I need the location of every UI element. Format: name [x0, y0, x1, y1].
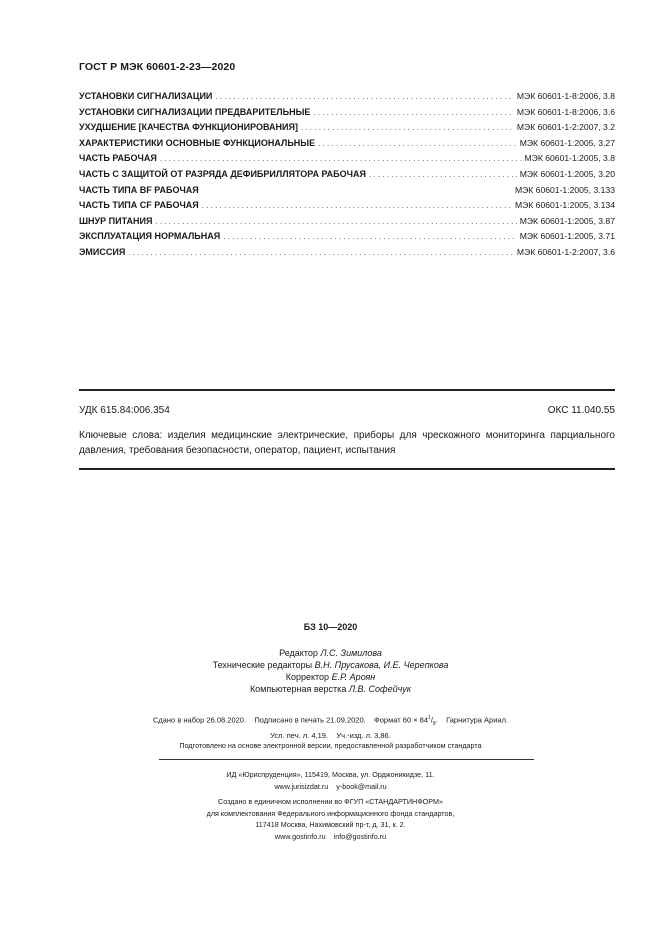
corrector-label: Корректор [285, 672, 330, 682]
print-info [0, 712, 661, 742]
index-ref: МЭК 60601-1:2005, 3.8 [524, 153, 615, 164]
editor-label: Редактор [279, 648, 318, 658]
corrector-name: Е.Р. Ароян [331, 672, 376, 682]
tech-label: Технические редакторы [212, 660, 313, 670]
corrector-line [0, 671, 661, 683]
index-ref: МЭК 60601-1:2005, 3.27 [519, 137, 615, 148]
print-font: . Гарнитура Ариал. [435, 715, 509, 725]
index-term: ЧАСТЬ РАБОЧАЯ [79, 153, 157, 164]
print-line-2: Усл. печ. л. 4,19. Уч.-изд. л. 3,86. [270, 731, 391, 740]
imprint-divider [159, 759, 534, 760]
index-term: ЧАСТЬ ТИПА CF РАБОЧАЯ [79, 200, 199, 211]
index-term: ЧАСТЬ С ЗАЩИТОЙ ОТ РАЗРЯДА ДЕФИБРИЛЛЯТОРА РАБОЧАЯ [79, 168, 366, 179]
leader-dots [301, 123, 514, 132]
index-row [79, 122, 615, 138]
leader-dots [202, 201, 512, 210]
index-row [79, 169, 615, 185]
oks-code: ОКС 11.040.55 [547, 405, 615, 416]
leader-dots [215, 92, 513, 101]
top-divider [79, 389, 615, 391]
index-ref: МЭК 60601-1-2:2007, 3.6 [516, 246, 615, 257]
index-term: УСТАНОВКИ СИГНАЛИЗАЦИИ [79, 91, 213, 101]
index-term: УСТАНОВКИ СИГНАЛИЗАЦИИ ПРЕДВАРИТЕЛЬНЫЕ [79, 106, 311, 117]
prepared-note: Подготовлено на основе электронной версии, предоставленной разработчиком стандарта [179, 741, 482, 750]
created-line-1: Создано в единичном исполнении во ФГУП «СТАНДАРТИНФОРМ» [218, 797, 443, 806]
index-ref: МЭК 60601-1-2:2007, 3.2 [516, 122, 615, 133]
index-row [79, 216, 615, 232]
index-row [79, 138, 615, 154]
editor-name: Л.С. Зимилова [320, 648, 382, 658]
index-term: ШНУР ПИТАНИЯ [79, 215, 153, 226]
publisher-web: www.jurisizdat.ru y-book@mail.ru [274, 781, 387, 791]
print-dates: Сдано в набор 26.08.2020. Подписано в печать 21.09.2020. Формат 60 × 84 [152, 715, 429, 725]
index-ref: МЭК 60601-1:2005, 3.134 [514, 200, 615, 211]
index-ref: МЭК 60601-1:2005, 3.133 [514, 184, 615, 195]
leader-dots [223, 232, 517, 241]
publisher-block [0, 769, 661, 792]
index-row [79, 200, 615, 216]
index-term: ЧАСТЬ ТИПА BF РАБОЧАЯ [79, 184, 199, 195]
index-ref: МЭК 60601-1-8:2006, 3.8 [516, 91, 615, 101]
layout-line [0, 683, 661, 695]
editor-line [0, 647, 661, 659]
index-row [79, 91, 615, 107]
index-row [79, 247, 615, 263]
index-term: УХУДШЕНИЕ [КАЧЕСТВА ФУНКЦИОНИРОВАНИЯ] [79, 122, 298, 133]
bottom-divider [79, 468, 615, 470]
leader-dots [369, 170, 517, 179]
index-row [79, 185, 615, 201]
document-header: ГОСТ Р МЭК 60601-2-23—2020 [79, 61, 236, 73]
layout-label: Компьютерная верстка [249, 684, 347, 694]
created-line-4: www.gostinfo.ru info@gostinfo.ru [274, 831, 387, 841]
index-term: ЭКСПЛУАТАЦИЯ НОРМАЛЬНАЯ [79, 231, 221, 242]
leader-dots [318, 139, 517, 148]
index-ref: МЭК 60601-1-8:2006, 3.6 [516, 106, 615, 117]
created-block [0, 796, 661, 842]
leader-dots [128, 248, 514, 257]
format-sup: 1 [428, 715, 431, 721]
keywords: Ключевые слова: изделия медицинские электрические, приборы для чрескожного мониторинга парциального давления, требования безопасности, оператор, пациент, испытания [79, 430, 615, 456]
index-row [79, 107, 615, 123]
format-sub: 8 [432, 721, 436, 727]
index-row [79, 231, 615, 247]
index-term: ХАРАКТЕРИСТИКИ ОСНОВНЫЕ ФУНКЦИОНАЛЬНЫЕ [79, 137, 316, 148]
tech-line [0, 659, 661, 671]
udk-code: УДК 615.84:006.354 [79, 405, 170, 416]
leader-dots [155, 217, 516, 226]
index-ref: МЭК 60601-1:2005, 3.71 [519, 231, 615, 242]
tech-names: В.Н. Прусакова, И.Е. Черепкова [314, 660, 449, 670]
print-line-1: Сдано в набор 26.08.2020. Подписано в печать 21.09.2020. Формат $60 \times 84^1/_8$. Гарнитура Ариал. [152, 715, 509, 727]
index-row [79, 153, 615, 169]
leader-dots [313, 108, 513, 117]
term-index [79, 91, 615, 263]
leader-dots [160, 154, 522, 163]
index-term: ЭМИССИЯ [79, 246, 126, 257]
created-line-2: для комплектования Федерального информационного фонда стандартов, [206, 808, 455, 818]
layout-name: Л.В. Софейчук [348, 684, 412, 694]
publisher-address: ИД «Юриспруденция», 115419, Москва, ул. Орджоникидзе, 11. [226, 770, 435, 779]
credits-block [0, 647, 661, 695]
bz-number: БЗ 10—2020 [303, 622, 358, 632]
index-ref: МЭК 60601-1:2005, 3.20 [519, 168, 615, 179]
created-line-3: 117418 Москва, Нахимовский пр-т, д. 31, к. 2. [255, 820, 406, 829]
index-ref: МЭК 60601-1:2005, 3.87 [519, 215, 615, 226]
